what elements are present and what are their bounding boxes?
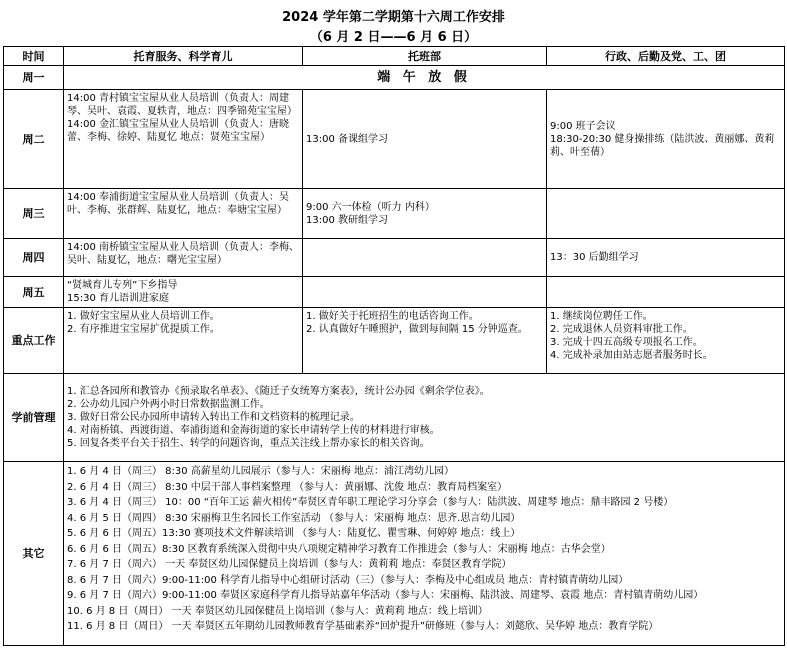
holiday-note: 端 午 放 假 xyxy=(64,66,785,90)
row-monday xyxy=(4,66,785,90)
list-item: 13:00 教研组学习 xyxy=(306,214,388,226)
list-item: 4. 6 月 5 日（周四） 8:30 宋丽梅卫生名园长工作室活动 （参与人：宋丽梅 地点：思齐.思言幼儿园） xyxy=(67,512,521,524)
list-item: 1. 6 月 4 日（周三） 8:30 高薪星幼儿园展示（参与人：宋丽梅 地点：浦江湾幼儿园） xyxy=(67,466,454,477)
header-nursery: 托班部 xyxy=(303,47,547,66)
list-item: 4. 完成补录加由站志愿者服务时长。 xyxy=(550,350,713,361)
list-item: 1. 汇总各园所和教管办《预录取名单表》、《随迁子女统筹方案表》，统计公办园《剩余学位表》。 xyxy=(67,386,490,397)
list-item: 14:00 南桥镇宝宝屋从业人员培训（负责人：李梅、吴叶、陆夏忆，地点：曙光宝宝屋） xyxy=(67,242,299,266)
wednesday-admin xyxy=(547,189,785,239)
list-item: 9:00 班子会议 xyxy=(550,120,616,132)
list-item: 5. 回复各类平台关于招生、转学的问题咨询，重点关注线上帮办家长的相关咨询。 xyxy=(67,438,430,449)
header-row xyxy=(4,47,785,66)
friday-admin xyxy=(547,277,785,308)
list-item: 15:30 育儿语训进家庭 xyxy=(67,293,169,304)
wednesday-nursery xyxy=(303,189,547,239)
list-item: 8. 6 月 7 日（周六）9:00-11:00 科学育儿指导中心组研讨活动（三）（参与人：李梅及中心组成员 地点：青村镇青萌幼儿园） xyxy=(67,574,629,586)
list-item: 10. 6 月 8 日（周日） 一天 奉贤区幼儿园保健员上岗培训（参与人：黄莉莉 地点：线上培训） xyxy=(67,605,488,617)
list-item: 5. 6 月 6 日（周五）13:30 赛项技术文件解读培训 （参与人：陆夏忆、瞿雪琳、何婷婷 地点：线上） xyxy=(67,528,521,539)
thursday-nursery xyxy=(303,239,547,277)
friday-nursery xyxy=(303,277,547,308)
list-item: 2. 认真做好午睡照护，做到每间隔 15 分钟巡查。 xyxy=(306,324,528,335)
list-item: 2. 有序推进宝宝屋扩优提质工作。 xyxy=(67,324,220,335)
day-wednesday: 周三 xyxy=(4,189,64,239)
list-item: 14:00 奉浦街道宝宝屋从业人员培训（负责人：吴叶、李梅、张群辉、陆夏忆，地点：奉塘宝宝屋） xyxy=(67,192,289,216)
day-key-work: 重点工作 xyxy=(4,308,64,374)
list-item: 6. 6 月 6 日（周五）8:30 区教育系统深入贯彻中央八项规定精神学习教育工作推进会（参与人：宋丽梅 地点：古华会堂） xyxy=(67,543,611,555)
thursday-childcare xyxy=(64,239,303,277)
day-other: 其它 xyxy=(4,462,64,646)
day-tuesday: 周二 xyxy=(4,90,64,189)
list-item: 2. 公办幼儿园户外两小时日常数据监测工作。 xyxy=(67,399,270,410)
list-item: 2. 完成退休人员资料审批工作。 xyxy=(550,324,693,335)
list-item: 13：30 后勤组学习 xyxy=(550,252,639,263)
day-thursday: 周四 xyxy=(4,239,64,277)
list-item: 11. 6 月 8 日（周日） 一天 奉贤区五年期幼儿园教师教育学基础素养“回炉提升”研修班（参与人：刘懿欣、吴华婷 地点：教育学院） xyxy=(67,621,659,632)
header-childcare: 托育服务、科学育儿 xyxy=(64,47,303,66)
header-time: 时间 xyxy=(4,47,64,66)
key-work-admin xyxy=(547,308,785,374)
list-item: 3. 完成十四五高级专项报名工作。 xyxy=(550,337,703,348)
day-monday: 周一 xyxy=(4,66,64,90)
list-item: 1. 做好关于托班招生的电话咨询工作。 xyxy=(306,311,479,322)
day-friday: 周五 xyxy=(4,277,64,308)
list-item: 1. 继续岗位聘任工作。 xyxy=(550,311,653,322)
row-friday xyxy=(4,277,785,308)
document-title: 2024 学年第二学期第十六周工作安排 xyxy=(282,10,505,25)
row-preschool-mgmt xyxy=(4,374,785,462)
preschool-mgmt-list xyxy=(64,374,785,462)
key-work-nursery xyxy=(303,308,547,374)
document-subtitle: （6 月 2 日——6 月 6 日） xyxy=(309,30,478,45)
list-item: 13:00 备课组学习 xyxy=(306,133,388,145)
wednesday-childcare xyxy=(64,189,303,239)
list-item: 14:00 金汇镇宝宝屋从业人员培训（负责人：唐晓蕾、李梅、徐婷、陆夏忆 地点：贤苑宝宝屋） xyxy=(67,119,289,143)
list-item: 3. 做好日常公民办园所申请转入转出工作和文档资料的梳理记录。 xyxy=(67,412,360,423)
list-item: “贤城育儿专列”下乡指导 xyxy=(67,280,178,291)
row-other xyxy=(4,462,785,646)
header-admin: 行政、后勤及党、工、团 xyxy=(547,47,785,66)
list-item: 9:00 六一体检（听力 内科） xyxy=(306,201,435,213)
schedule-table xyxy=(3,46,785,646)
tuesday-admin xyxy=(547,90,785,189)
list-item: 3. 6 月 4 日（周三） 10：00 “百年工运 薪火相传”奉贤区青年职工理论学习分享会（参与人：陆洪波、周建琴 地点：鼎丰路园 2 号楼） xyxy=(67,497,674,508)
row-thursday xyxy=(4,239,785,277)
tuesday-nursery xyxy=(303,90,547,189)
other-list xyxy=(64,462,785,646)
thursday-admin xyxy=(547,239,785,277)
list-item: 4. 对南桥镇、西渡街道、奉浦街道和金海街道的家长申请转学上传的材料进行审核。 xyxy=(67,425,440,436)
day-preschool-mgmt: 学前管理 xyxy=(4,374,64,462)
list-item: 7. 6 月 7 日（周六） 一天 奉贤区幼儿园保健员上岗培训（参与人：黄莉莉 地点：奉贤区教育学院） xyxy=(67,559,512,570)
list-item: 14:00 青村镇宝宝屋从业人员培训（负责人：周建琴、吴叶、袁霞、夏轶青，地点：四季锦苑宝宝屋） xyxy=(67,93,297,117)
key-work-childcare xyxy=(64,308,303,374)
row-wednesday xyxy=(4,189,785,239)
list-item: 1. 做好宝宝屋从业人员培训工作。 xyxy=(67,311,220,322)
tuesday-childcare xyxy=(64,90,303,189)
list-item: 2. 6 月 4 日（周三） 8:30 中层干部人事档案整理 （参与人：黄丽娜、沈俊 地点：教育局档案室） xyxy=(67,481,508,493)
friday-childcare xyxy=(64,277,303,308)
list-item: 18:30-20:30 健身操排练（陆洪波、黄丽娜、黄莉莉、叶至蒨） xyxy=(550,133,775,158)
list-item: 9. 6 月 7 日（周六）9:00-11:00 奉贤区家庭科学育儿指导站嘉年华活动（参与人：宋丽梅、陆洪波、周建琴、袁霞 地点：青村镇青萌幼儿园） xyxy=(67,590,704,601)
row-key-work xyxy=(4,308,785,374)
row-tuesday xyxy=(4,90,785,189)
